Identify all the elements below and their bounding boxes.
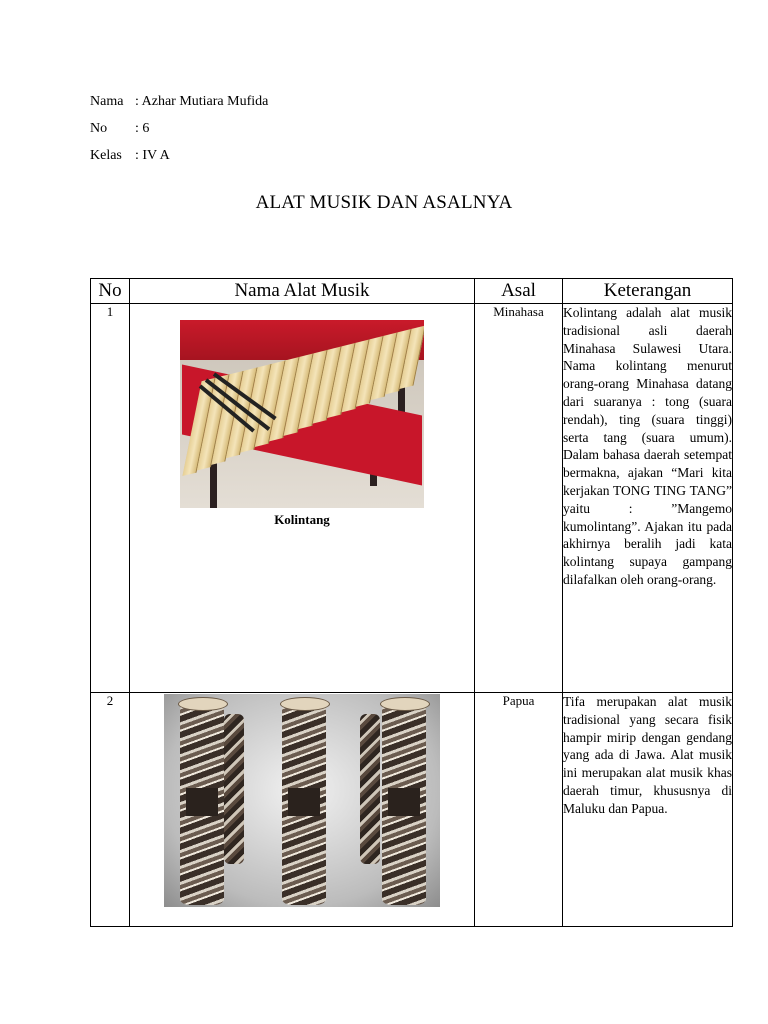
info-label: Kelas	[90, 148, 122, 163]
info-value: : IV A	[135, 148, 170, 163]
row-number: 1	[91, 304, 130, 693]
table-row	[91, 304, 733, 693]
info-value: : 6	[135, 121, 150, 136]
instrument-origin: Minahasa	[475, 304, 563, 693]
kolintang-image	[180, 320, 424, 508]
header-origin: Asal	[475, 279, 563, 304]
header-no: No	[91, 279, 130, 304]
table-row	[91, 693, 733, 927]
row-number: 2	[91, 693, 130, 927]
instrument-description: Tifa merupakan alat musik tradisional yang secara fisik hampir mirip dengan gendang yang ada di Jawa. Alat musik ini merupakan alat musik khas daerah timur, khususnya di Maluku dan Papua.	[563, 693, 733, 927]
tifa-image	[164, 694, 440, 907]
student-info	[90, 92, 268, 173]
info-row-name	[90, 92, 268, 119]
info-row-class	[90, 146, 268, 173]
info-label: No	[90, 121, 108, 136]
document-title: ALAT MUSIK DAN ASALNYA	[255, 192, 513, 213]
instrument-origin: Papua	[475, 693, 563, 927]
instrument-cell	[130, 693, 475, 927]
instrument-description: Kolintang adalah alat musik tradisional asli daerah Minahasa Sulawesi Utara. Nama kolintang menurut orang-orang Minahasa datang dari suaranya : tong (suara rendah), ting (suara tinggi) serta tang (suara umum). Dalam bahasa daerah setempat bermakna, ajakan “Mari kita kerjakan TONG TING TANG” yaitu : ”Mangemo kumolintang”. Ajakan itu pada akhirnya beralih jadi kata kolintang supaya gampang dilafalkan oleh orang-orang.	[563, 304, 733, 693]
info-row-number	[90, 119, 268, 146]
header-description: Keterangan	[563, 279, 733, 304]
info-label: Nama	[90, 94, 124, 109]
instrument-cell	[130, 304, 475, 693]
instrument-caption: Kolintang	[274, 512, 330, 527]
header-name: Nama Alat Musik	[130, 279, 475, 304]
table-header-row	[91, 279, 733, 304]
instrument-table	[90, 278, 733, 927]
info-value: : Azhar Mutiara Mufida	[135, 94, 269, 109]
